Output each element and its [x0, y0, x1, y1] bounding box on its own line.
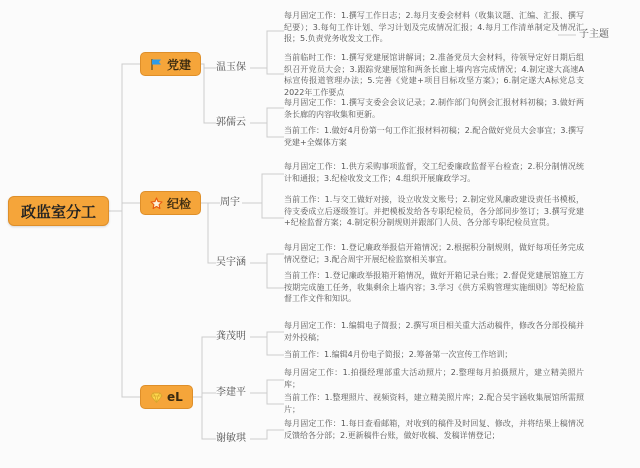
connector-line: [242, 203, 284, 218]
task-node[interactable]: 每月固定工作：1.编辑电子简报；2.撰写项目相关重大活动稿件，修改各分部投稿并对外投稿；: [284, 321, 584, 342]
member-node-zhouyu[interactable]: 周宇: [220, 197, 240, 208]
branch-node-jijian[interactable]: [140, 191, 201, 215]
branch-node-el[interactable]: [140, 385, 193, 409]
member-node-wuyuhan[interactable]: 吴宇涵: [216, 257, 246, 268]
star-icon: [150, 197, 163, 210]
member-node-lijianping[interactable]: 李建平: [216, 387, 246, 398]
connector-line: [250, 332, 284, 337]
member-node-guoruyun[interactable]: 郭儒云: [216, 117, 246, 128]
connector-line: [108, 211, 140, 397]
connector-line: [250, 380, 284, 393]
member-node-gongmaoming[interactable]: 龚茂明: [216, 331, 246, 342]
gem-icon: [150, 391, 163, 404]
flag-icon: [150, 58, 163, 71]
task-node[interactable]: 每月固定工作：1.拍摄经理部重大活动照片；2.整理每月拍摄照片，建立精美照片库；: [284, 368, 584, 389]
member-node-xieminqi[interactable]: 谢敏琪: [216, 433, 246, 444]
branch-node-dangjian[interactable]: [140, 52, 201, 76]
branch-label: eL: [167, 390, 183, 404]
task-node[interactable]: 每月固定工作：1.登记廉政举报信开箱情况；2.根据积分制规则，做好每项任务完成情况登记；3.配合周宇开展纪检监察相关事宜。: [284, 243, 584, 264]
connector-line: [250, 393, 284, 404]
task-node[interactable]: 当前工作：1.登记廉政举报箱开箱情况，做好开箱记录台账；2.督促党建展馆施工方按期完成施工任务，收集剩余上墙内容；3.学习《供方采购管理实施细则》等纪检监督工作文件和知识。: [284, 271, 584, 303]
task-node[interactable]: 当前临时工作：1.撰写党建展馆讲解词；2.准备党员大会材料，待领导定好日期后组织召开党员大会；3.跟踪党建展馆和两条长廊上墙内容完成情况；4.制定遂大高速A标宣传报道管理办法；5.完善《党建+项目目标攻坚方案》；6.制定遂大A标党总支2022年工作要点: [284, 53, 584, 97]
task-node[interactable]: 当前工作：1.做好4月份第一旬工作汇报材料初稿；2.配合做好党员大会事宜；3.撰写党建+全媒体方案: [284, 126, 584, 147]
connector-line: [242, 174, 284, 203]
connector-line: [250, 254, 284, 263]
connector-line: [250, 123, 284, 137]
connector-line: [108, 203, 140, 211]
subtopic-node[interactable]: 子主题: [579, 29, 609, 40]
branch-label: 党建: [167, 57, 192, 72]
connector-line: [250, 430, 284, 439]
task-node[interactable]: 每月固定工作：1.撰写支委会会议记录；2.制作部门旬例会汇报材料初稿；3.做好两条长廊的内容收集和更新。: [284, 98, 584, 119]
member-node-wenyubao[interactable]: 温玉保: [216, 62, 246, 73]
connector-line: [250, 31, 284, 68]
task-node[interactable]: 当前工作：1.与交工做好对接，设立收发文账号；2.制定党风廉政建设责任书模板，待支委成立后逐级签订。并把模板发给各专职纪检员，各分部同步签订；3.撰写党建+纪检监督方案；4.制定积分制规则并跟部门人员、各分部专职纪检员宣贯。: [284, 195, 584, 227]
branch-label: 纪检: [167, 196, 192, 211]
task-node[interactable]: 当前工作：1.整理照片、视频资料，建立精美照片库；2.配合吴宇涵收集展馆所需照片；: [284, 393, 584, 414]
connector-line: [250, 263, 284, 288]
task-node[interactable]: 每月固定工作：1.每日查看邮箱，对收到的稿件及时回复、修改，并将结果上稿情况反馈给各分部；2.更新稿件台账，做好收稿、发稿详情登记；: [284, 419, 584, 440]
task-node[interactable]: 每月固定工作：1.供方采购事项监督，交工纪委廉政监督平台检查；2.积分制情况统计和通报；3.纪检收发文工作；4.组织开展廉政学习。: [284, 162, 584, 183]
connector-line: [250, 337, 284, 355]
connector-line: [250, 108, 284, 123]
connector-line: [108, 64, 140, 211]
task-node[interactable]: 当前工作：1.编辑4月份电子简报；2.筹备第一次宣传工作培训；: [284, 350, 513, 359]
connector-line: [250, 68, 284, 74]
root-node[interactable]: 政监室分工: [8, 196, 109, 226]
task-node[interactable]: 每月固定工作：1.撰写工作日志；2.每月支委会材料（收集议题、汇编、汇报、撰写纪要）；3.每旬工作计划、学习计划及完成情况汇报；4.每月工作清单制定及情况汇报；5.负责党务收发文工作。: [284, 11, 584, 43]
